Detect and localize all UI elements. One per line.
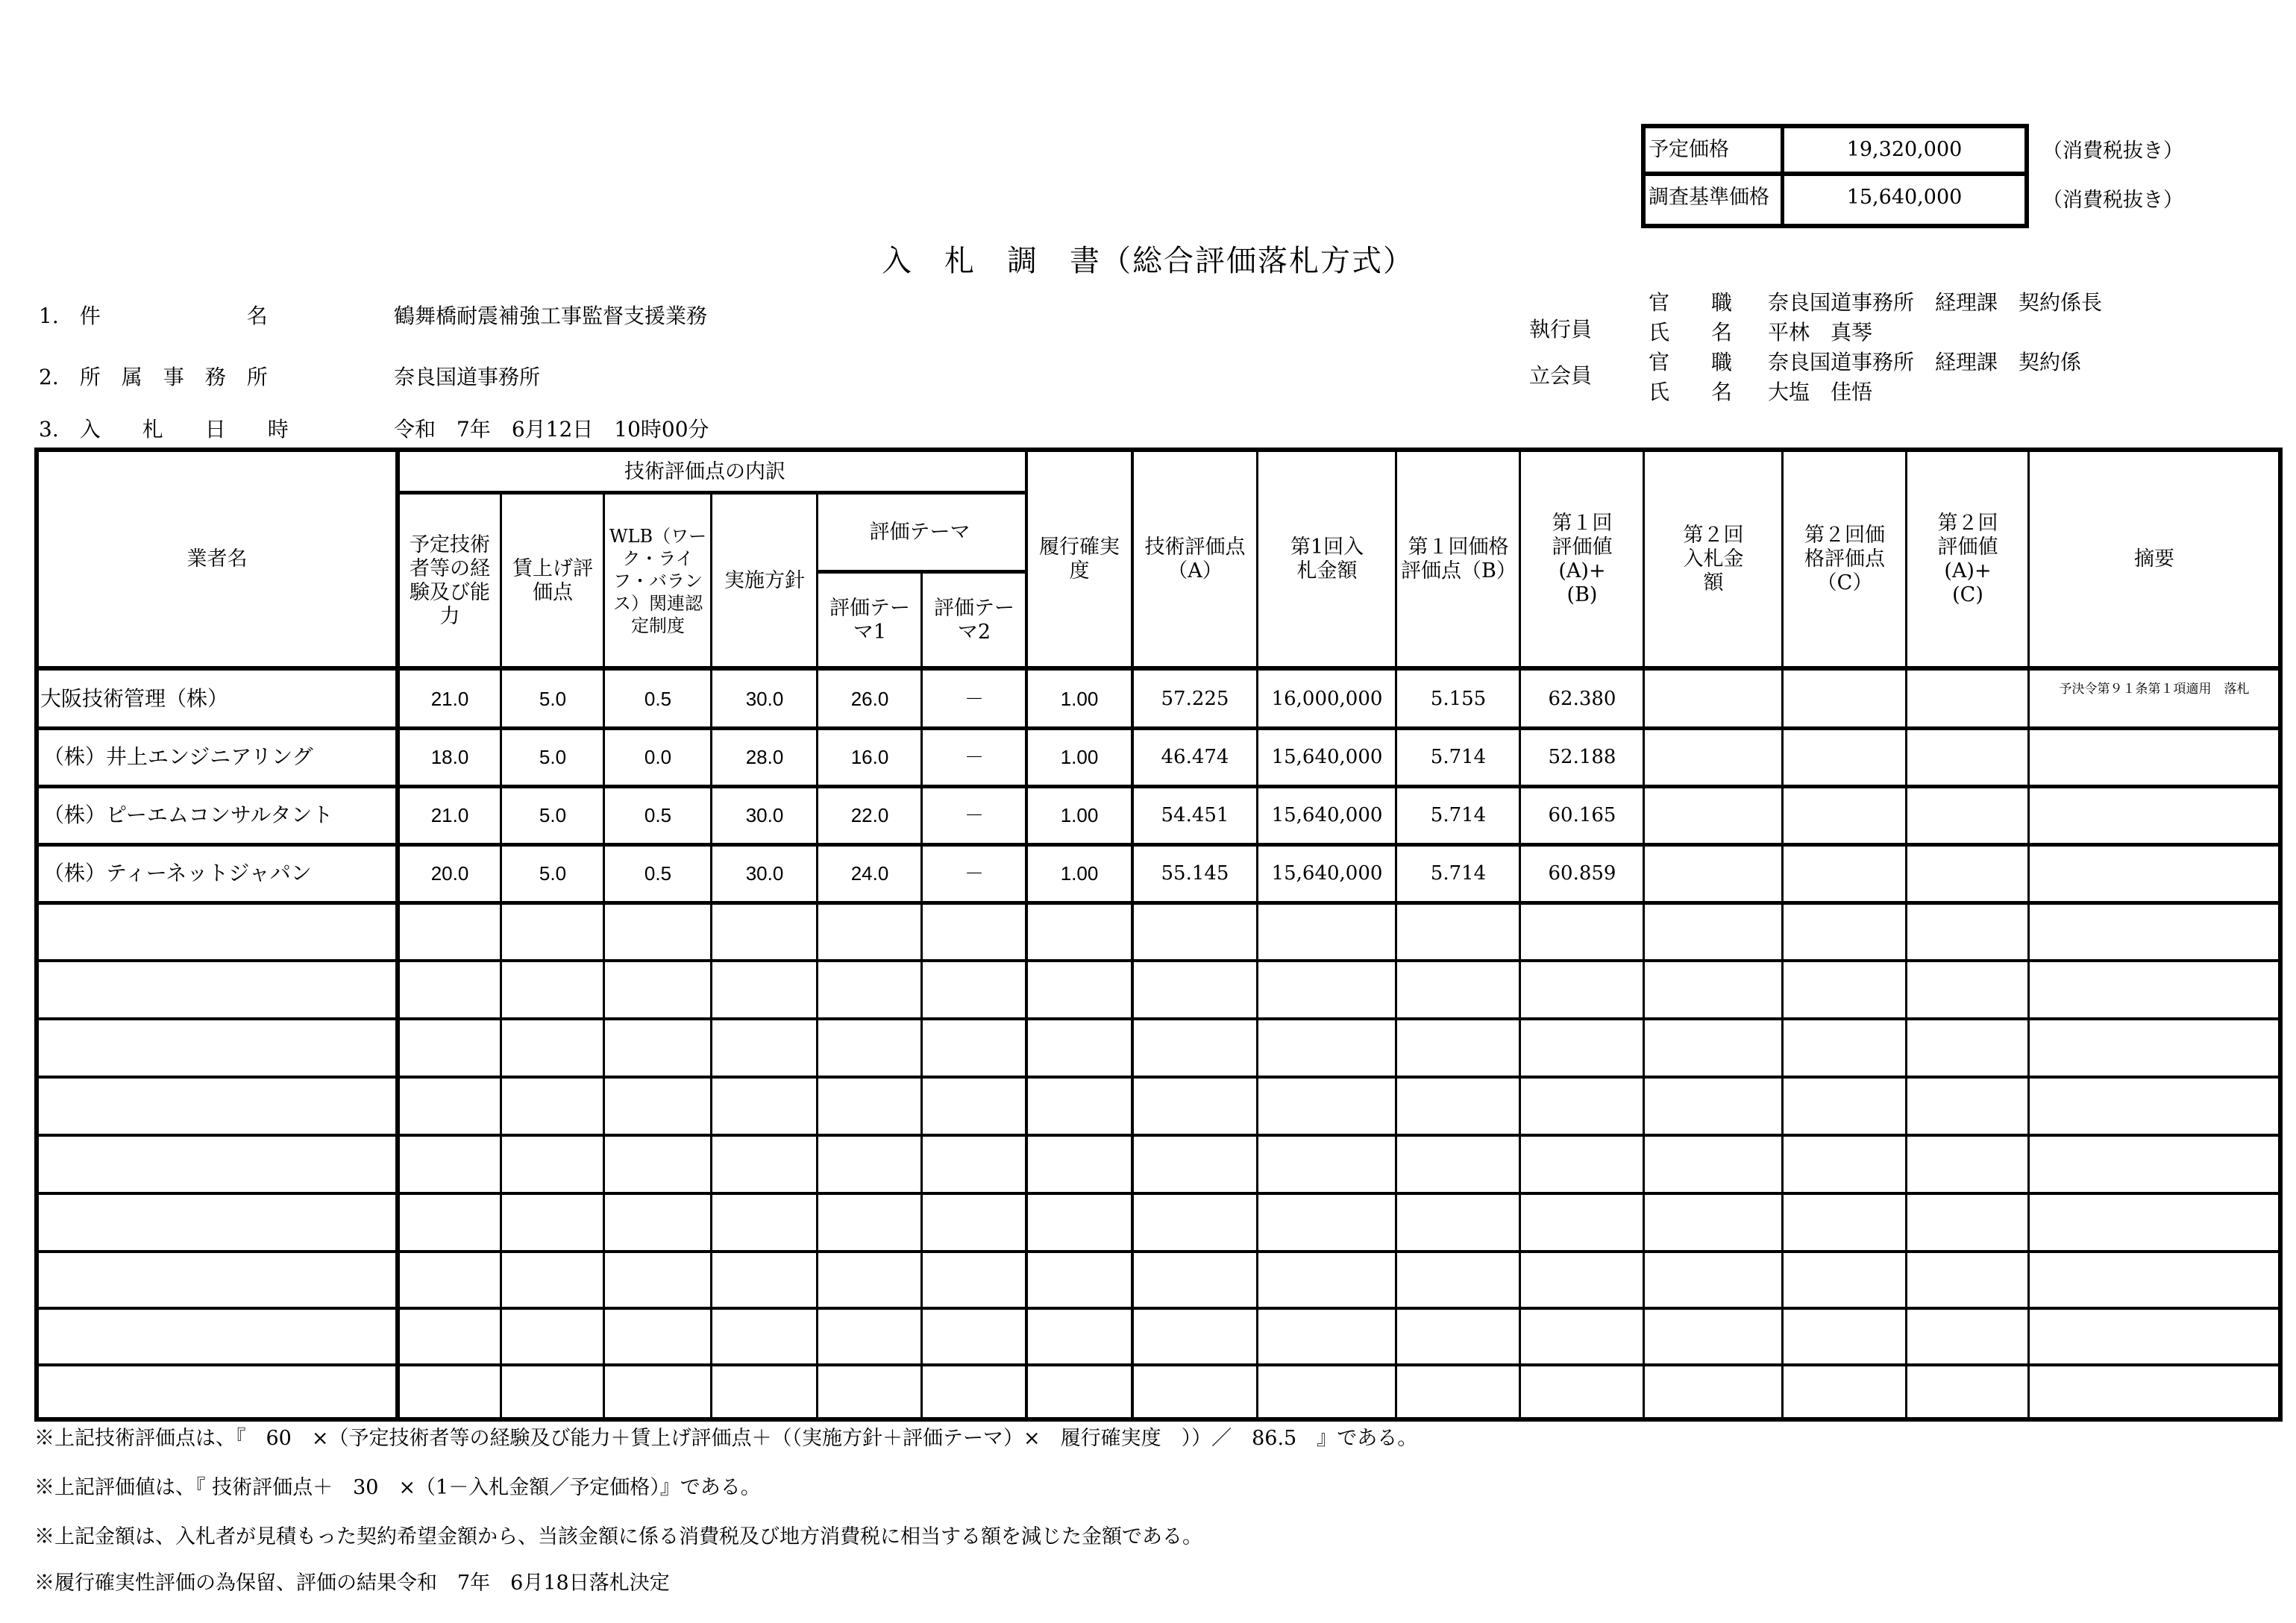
planned-price-label: 予定価格 [1646,128,1784,172]
row-3-tech-score: 55.145 [1161,862,1229,885]
header-reliability: 履行確実度 [1039,536,1120,583]
executor-name-label: 氏 名 [1649,320,1733,345]
col-divider [1025,448,1028,1422]
row-divider [34,1307,2283,1310]
row-3-bid2-eval [1908,846,2027,901]
row-3-theme1: 24.0 [850,862,889,885]
row-0-wage: 5.0 [539,688,567,710]
col-divider [710,492,712,1422]
row-1-engineer: 18.0 [430,746,469,768]
col-divider [1395,448,1397,1422]
survey-base-price-label: 調査基準価格 [1646,176,1784,224]
executor-title: 奈良国道事務所 経理課 契約係長 [1768,290,2103,315]
row-2-theme2: － [964,804,984,826]
header-theme-group: 評価テーマ [869,521,970,544]
row-2-reliability: 1.00 [1060,804,1099,826]
row-0-bid1-amount: 16,000,000 [1271,688,1383,710]
row-0-policy: 30.0 [745,688,784,710]
header-engineer: 予定技術者等の経験及び能力 [410,533,490,628]
row-3-bid1-amount: 15,640,000 [1271,862,1383,885]
header-wage: 賃上げ評価点 [512,557,593,604]
witness-label: 立会員 [1529,363,1593,388]
header-bid1-amount: 第1回入札金額 [1290,536,1364,583]
header-policy: 実施方針 [724,569,805,592]
row-2-company: （株）ピーエムコンサルタント [43,803,333,827]
row-0-remarks: 予決令第９１条第１項適用 落札 [2059,682,2250,697]
row-1-tech-score: 46.474 [1161,746,1229,768]
header-wlb: WLB（ワーク・ライフ・バランス）関連認定制度 [609,526,707,636]
item-name-value: 鶴舞橋耐震補強工事監督支援業務 [394,304,708,328]
witness-title: 奈良国道事務所 経理課 契約係 [1768,350,2082,374]
row-2-wlb: 0.5 [644,804,672,826]
row-2-policy: 30.0 [745,804,784,826]
survey-price-tax-note: （消費税抜き） [2042,189,2183,212]
row-3-policy: 30.0 [745,862,784,885]
col-divider [2027,448,2030,1422]
row-divider [34,785,2283,788]
row-2-bid1-eval: 60.165 [1548,804,1616,826]
row-2-engineer: 21.0 [430,804,469,826]
col-divider [920,571,923,1422]
footnote-amount-note: ※上記金額は、入札者が見積もった契約希望金額から、当該金額に係る消費税及び地方消費税に相当する額を減じた金額である。 [34,1525,1202,1548]
col-divider [1905,448,1907,1422]
header-tech-score: 技術評価点（A） [1144,536,1246,583]
row-1-theme1: 16.0 [850,746,889,768]
survey-base-price-row [1646,176,2024,224]
row-1-bid2-amount [1646,729,1781,785]
row-3-bid2-amount [1646,846,1781,901]
row-0-theme2: － [964,688,984,710]
row-0-theme1: 26.0 [850,688,889,710]
row-1-theme2: － [964,746,984,768]
col-divider [500,492,502,1422]
survey-base-price-value: 15,640,000 [1846,186,1963,209]
row-0-bid1-price-score: 5.155 [1430,688,1487,710]
row-0-reliability: 1.00 [1060,688,1099,710]
row-2-tech-score: 54.451 [1161,804,1229,826]
row-0-bid2-amount [1646,671,1781,726]
row-divider [34,843,2283,847]
bid-datetime-value: 令和 7年 6月12日 10時00分 [394,417,709,442]
row-3-bid1-eval: 60.859 [1548,862,1616,885]
row-divider [34,901,2283,905]
bid-datetime-label: 3. 入 札 日 時 [39,417,289,442]
row-divider [34,1363,2283,1366]
row-3-bid2-price-score [1784,846,1905,901]
col-divider [603,492,605,1422]
row-2-bid2-amount [1646,788,1781,843]
row-divider [34,1134,2283,1137]
header-bid2-eval: 第２回評価値(A)+(C) [1937,512,1998,606]
row-divider [34,1250,2283,1253]
row-2-bid2-price-score [1784,788,1905,843]
row-1-bid2-eval [1908,729,2027,785]
row-0-bid1-eval: 62.380 [1548,688,1616,710]
row-1-bid2-price-score [1784,729,1905,785]
row-3-wlb: 0.5 [644,862,672,885]
row-2-wage: 5.0 [539,804,567,826]
col-divider-company [395,448,400,1422]
row-1-wage: 5.0 [539,746,567,768]
planned-price-tax-note: （消費税抜き） [2042,139,2183,163]
row-0-engineer: 21.0 [430,688,469,710]
witness-title-label: 官 職 [1649,350,1733,374]
row-divider [34,726,2283,730]
executor-name: 平林 真琴 [1768,320,1873,345]
row-1-remarks [2030,729,2278,785]
row-2-bid1-price-score: 5.714 [1430,804,1487,826]
header-divider [395,491,1028,495]
row-3-engineer: 20.0 [430,862,469,885]
title-main: 入 札 調 書 [882,244,1101,278]
header-bottom-border [34,666,2283,671]
header-theme1: 評価テーマ1 [829,597,910,644]
row-1-company: （株）井上エンジニアリング [43,744,313,769]
col-divider [1519,448,1521,1422]
row-3-wage: 5.0 [539,862,567,885]
col-divider [1643,448,1645,1422]
row-2-theme1: 22.0 [850,804,889,826]
header-bid2-price-score: 第２回価格評価点（C） [1804,524,1885,594]
row-2-remarks [2030,788,2278,843]
row-divider [34,1076,2283,1079]
row-1-bid1-amount: 15,640,000 [1271,746,1383,768]
row-3-company: （株）ティーネットジャパン [43,861,312,885]
item-name-label: 1. 件 名 [39,304,268,328]
row-1-policy: 28.0 [745,746,784,768]
header-bid1-eval: 第１回評価値(A)+(B) [1552,512,1613,606]
row-3-bid1-price-score: 5.714 [1430,862,1487,885]
price-box [1641,124,2029,228]
row-1-reliability: 1.00 [1060,746,1099,768]
footnote-decision-note: ※履行確実性評価の為保留、評価の結果令和 7年 6月18日落札決定 [34,1572,670,1595]
row-3-reliability: 1.00 [1060,862,1099,885]
footnote-tech-score-formula: ※上記技術評価点は、『 60 ×（予定技術者等の経験及び能力＋賃上げ評価点＋（（実施方針＋評価テーマ）× 履行確実度 ））／ 86.5 』である。 [34,1427,1418,1450]
col-divider [816,492,818,1422]
header-breakdown-group: 技術評価点の内訳 [624,460,785,483]
witness-name: 大塩 佳悟 [1768,380,1873,404]
footnote-eval-formula: ※上記評価値は、『 技術評価点＋ 30 ×（1－入札金額／予定価格）』である。 [34,1476,761,1499]
witness-name-label: 氏 名 [1649,380,1733,404]
office-value: 奈良国道事務所 [394,365,541,389]
header-remarks: 摘要 [2134,547,2174,571]
header-bid1-price-score: 第１回価格評価点（B） [1401,536,1516,583]
planned-price-row [1646,128,2024,176]
row-divider [34,959,2283,962]
row-0-tech-score: 57.225 [1161,688,1229,710]
row-3-theme2: － [964,862,984,885]
col-divider [1131,448,1134,1422]
col-divider [1781,448,1784,1422]
planned-price-value: 19,320,000 [1846,138,1963,161]
row-divider [34,1192,2283,1195]
row-2-bid2-eval [1908,788,2027,843]
row-3-remarks [2030,846,2278,901]
header-company: 業者名 [186,547,248,571]
row-2-bid1-amount: 15,640,000 [1271,804,1383,826]
executor-title-label: 官 職 [1649,290,1733,315]
row-0-bid2-price-score [1784,671,1905,726]
executor-label: 執行員 [1529,317,1593,342]
row-1-bid1-price-score: 5.714 [1430,746,1487,768]
row-1-wlb: 0.0 [644,746,672,768]
col-divider [1256,448,1258,1422]
theme-header-divider [816,570,1028,574]
row-0-bid2-eval [1908,671,2027,726]
title-sub: （総合評価落札方式） [1101,244,1414,278]
page-title [0,237,2296,280]
row-0-company: 大阪技術管理（株） [40,686,229,711]
row-1-bid1-eval: 52.188 [1548,746,1616,768]
row-0-wlb: 0.5 [644,688,672,710]
header-bid2-amount: 第２回入札金額 [1683,524,1744,594]
header-theme2: 評価テーマ2 [934,597,1014,644]
office-label: 2. 所 属 事 務 所 [39,365,268,389]
row-divider [34,1017,2283,1020]
